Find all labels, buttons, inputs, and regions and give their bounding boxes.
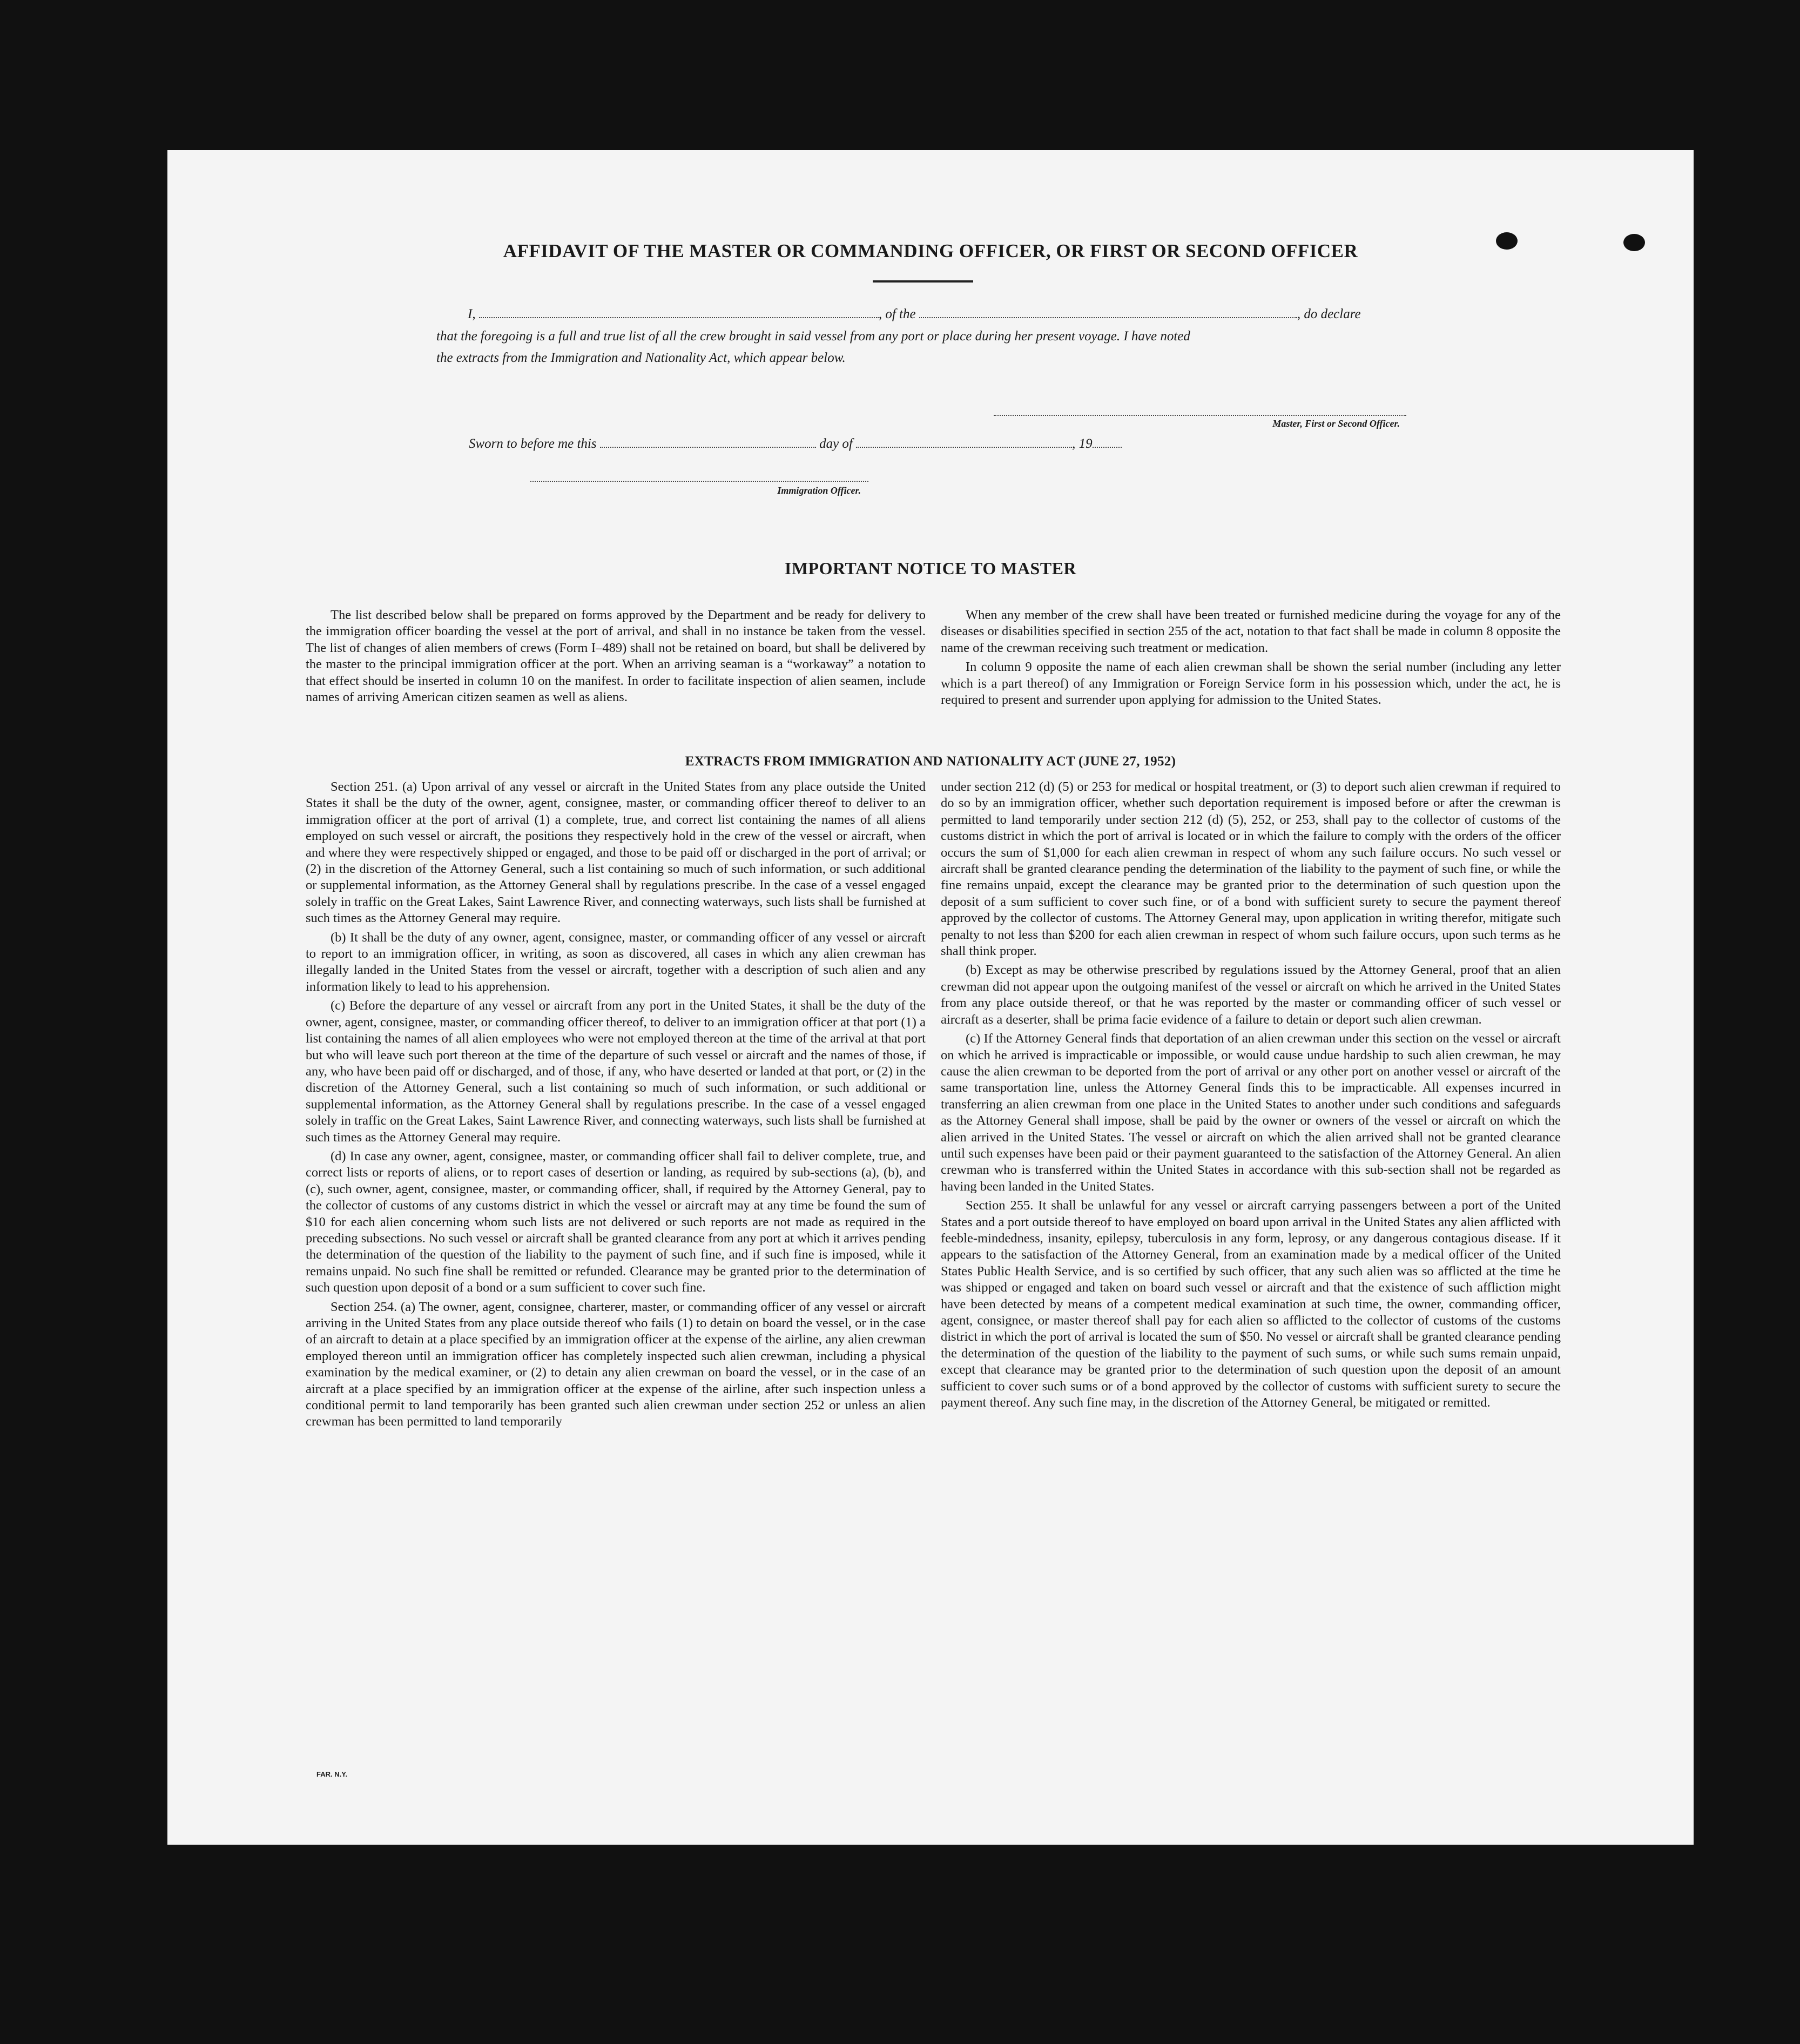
day-of-label: day of — [819, 436, 853, 451]
sworn-line — [469, 436, 1387, 452]
notice-title: IMPORTANT NOTICE TO MASTER — [784, 559, 1077, 578]
sworn-year-blank[interactable] — [1093, 446, 1122, 448]
sworn-label: Sworn to before me this — [469, 436, 597, 451]
i-label: I, — [468, 307, 476, 321]
affidavit-statement-line-1: that the foregoing is a full and true list of all the crew brought in said vessel from any port or place during her present voyage. I have noted — [436, 329, 1190, 344]
document-page — [167, 150, 1694, 1845]
sworn-day-blank[interactable] — [600, 446, 816, 448]
master-signature-line[interactable] — [994, 415, 1406, 416]
officer-caption: Immigration Officer. — [777, 485, 861, 496]
section-254-a-continued: under section 212 (d) (5) or 253 for medical or hospital treatment, or (3) to deport such alien crewman if required to do so by an immigration officer, whether such deportation requirement is imposed before or after the crewman is permitted to land temporarily under section 212 (d) (5), 252, or 253, shall pay to the collector of customs of the customs district in which the port of arrival is located or in which the failure to comply with the orders of the officer occurs the sum of $1,000 for each alien crewman in respect of whom any such failure occurs. No such vessel or aircraft shall be granted clearance pending the determination of the liability to the payment of such fine, or while the fine remains unpaid, except the clearance may be granted prior to the determination of such question upon the deposit of a sum sufficient to cover such fine, or of a bond with sufficient surety to secure the payment thereof approved by the collector of customs. The Attorney General may, upon application in writing therefor, mitigate such penalty to not less than $200 for each alien crewman in respect of whom such failure occurs, upon such terms as he shall think proper. — [941, 779, 1561, 959]
title-rule — [873, 280, 973, 283]
section-254-b: (b) Except as may be otherwise prescribed by regulations issued by the Attorney General, proof that an alien crewman did not appear upon the outgoing manifest of the vessel or aircraft on which he arrived in the United States from any place outside thereof, or that he was reported by the master or commanding officer of such vessel or aircraft as a deserter, shall be prima facie evidence of a failure to detain or deport such alien crewman. — [941, 963, 1561, 1027]
section-251-a: Section 251. (a) Upon arrival of any vessel or aircraft in the United States from any place outside the United States it shall be the duty of the owner, agent, consignee, master, or commanding officer thereof to deliver to an immigration officer at the port of arrival (1) a complete, true, and correct list containing the names of all aliens employed on such vessel or aircraft, the positions they respectively hold in the crew of the vessel or aircraft, when and where they were respectively shipped or engaged, and those to be paid off or discharged in the port of arrival; or (2) in the discretion of the Attorney General, such a list containing so much of such information, or such additional or supplemental information, as the Attorney General shall by regulations prescribe. In the case of a vessel engaged solely in traffic on the Great Lakes, Saint Lawrence River, and connecting waterways, such lists shall be furnished at such times as the Attorney General may require. — [306, 779, 926, 926]
notice-right-paragraph-1: When any member of the crew shall have been treated or furnished medicine during the voyage for any of the diseases or disabilities specified in section 255 of the act, notation to that fact shall be made in column 8 opposite the name of the crewman receiving such treatment or medication. — [941, 608, 1561, 655]
year-label: , 19 — [1072, 436, 1093, 451]
of-the-label: , of the — [878, 307, 916, 321]
section-254-a: Section 254. (a) The owner, agent, consignee, charterer, master, or commanding officer of any vessel or aircraft arriving in the United States from any place outside thereof who fails (1) to detain on board the vessel, or in the case of an aircraft to detain at a place specified by an immigration officer at the expense of the airline, any alien crewman employed thereon until an immigration officer has completely inspected such alien crewman, including a physical examination by the medical examiner, or (2) to detain any alien crewman on board the vessel, or in the case of an aircraft at a place specified by an immigration officer at the expense of the airline, after such inspection unless a conditional permit to land temporarily has been granted such alien crewman under section 252 or unless an alien crewman has been permitted to land temporarily — [306, 1299, 926, 1429]
notice-left-paragraph: The list described below shall be prepared on forms approved by the Department and be ready for delivery to the immigration officer boarding the vessel at the port of arrival, and shall in no instance be taken from the vessel. The list of changes of alien members of crews (Form I–489) shall not be retained on board, but shall be delivered by the master to the principal immigration officer at the port. When an arriving seaman is a “workaway” a notation to that effect should be inserted in column 10 on the manifest. In order to facilitate inspection of alien seamen, include names of arriving American citizen seamen as well as aliens. — [306, 608, 926, 705]
notice-right-paragraph-2: In column 9 opposite the name of each alien crewman shall be shown the serial number (including any letter which is a part thereof) of any Immigration or Foreign Service form in his possession which, under the act, he is required to present and surrender upon applying for admission to the United States. — [941, 660, 1561, 708]
section-251-b: (b) It shall be the duty of any owner, agent, consignee, master, or commanding officer of any vessel or aircraft to report to an immigration officer, in writing, as soon as discovered, all cases in which any alien crewman has illegally landed in the United States from the vessel or aircraft, together with a description of such alien and any information likely to lead to his apprehension. — [306, 930, 926, 994]
declare-label: , do declare — [1297, 307, 1361, 321]
vessel-blank[interactable] — [919, 317, 1297, 318]
section-255: Section 255. It shall be unlawful for any vessel or aircraft carrying passengers between a port of the United States and a port outside thereof to have employed on board upon arrival in the United States any alien afflicted with feeble-mindedness, insanity, epilepsy, tuberculosis in any form, leprosy, or any dangerous contagious disease. If it appears to the satisfaction of the Attorney General, from an examination made by a medical officer of the United States Public Health Service, and is so certified by such officer, that any such alien was so afflicted at the time he was shipped or engaged and taken on board such vessel or aircraft and that the existence of such affliction might have been detected by means of a competent medical examination at such time, the owner, commanding officer, agent, consignee, or master thereof shall pay for each alien so afflicted to the collector of customs of the customs district in which the port of arrival is located the sum of $50. No vessel or aircraft shall be granted clearance pending the determination of the question of the liability to the payment of such sums, or while such sums remain unpaid, except that clearance may be granted prior to the determination of such question upon the deposit of an amount sufficient to cover such sums or of a bond approved by the collector of customs with sufficient surety to secure the payment thereof. Any such fine may, in the discretion of the Attorney General, be mitigated or remitted. — [941, 1198, 1561, 1410]
master-caption: Master, First or Second Officer. — [1272, 418, 1400, 429]
notice-left-column — [306, 607, 926, 708]
section-251-c: (c) Before the departure of any vessel or aircraft from any port in the United States, it shall be the duty of the owner, agent, consignee, master, or commanding officer thereof, to deliver to an immigration officer at that port (1) a list containing the names of all alien employees who were not employed thereon at the time of the arrival at that port but who will leave such port thereon at the time of the departure of such vessel or aircraft and the names of those, if any, who have been paid off or discharged, and of those, if any, who have deserted or landed at that port, or (2) in the discretion of the Attorney General, such a list containing so much of such information, or such additional or supplemental information, as the Attorney General shall by regulations prescribe. In the case of a vessel engaged solely in traffic on the Great Lakes, Saint Lawrence River, and connecting waterways, such lists shall be furnished at such times as the Attorney General may require. — [306, 998, 926, 1145]
printer-mark: FAR. N.Y. — [316, 1770, 348, 1778]
section-254-c: (c) If the Attorney General finds that deportation of an alien crewman under this section on the vessel or aircraft on which he arrived is impracticable or impossible, or would cause undue hardship to such alien crewman, he may cause the alien crewman to be deported from the port of arrival or any other port on another vessel or aircraft of the same transportation line, unless the Attorney General finds this to be impracticable. All expenses incurred in transferring an alien crewman from one place in the United States to another under such conditions and safeguards as the Attorney General shall impose, shall be paid by the owner or owners of the vessel or aircraft on which the alien arrived in the United States. The vessel or aircraft on which the alien arrived shall not be granted clearance until such expenses have been paid or their payment guaranteed to the satisfaction of the Attorney General. An alien crewman who is transferred within the United States in accordance with this sub-section shall not be regarded as having been landed in the United States. — [941, 1031, 1561, 1194]
affidavit-declaration-line — [468, 307, 1528, 322]
extracts-right-column — [941, 779, 1561, 1414]
affidavit-title: AFFIDAVIT OF THE MASTER OR COMMANDING OFFICER, OR FIRST OR SECOND OFFICER — [503, 240, 1358, 261]
name-blank[interactable] — [479, 317, 879, 318]
sworn-month-blank[interactable] — [856, 446, 1072, 448]
extracts-title: EXTRACTS FROM IMMIGRATION AND NATIONALITY ACT (JUNE 27, 1952) — [685, 754, 1176, 769]
section-251-d: (d) In case any owner, agent, consignee, master, or commanding officer shall fail to deliver complete, true, and correct lists or reports of aliens, or to report cases of desertion or landing, as required by sub-sections (a), (b), and (c), such owner, agent, consignee, master, or commanding officer, shall, if required by the Attorney General, pay to the collector of customs of any customs district in which the vessel or aircraft may at any time be found the sum of $10 for each alien concerning whom such lists are not delivered or such reports are not made as required in the preceding subsections. No such vessel or aircraft shall be granted clearance from any port at which it arrives pending the determination of the question of the liability to the payment of such fine, and if such fine is imposed, while it remains unpaid. No such fine shall be remitted or refunded. Clearance may be granted prior to the determination of such question upon deposit of a bond or a sum sufficient to cover such fine. — [306, 1148, 926, 1295]
officer-signature-line[interactable] — [530, 481, 868, 482]
extracts-left-column — [306, 779, 926, 1433]
affidavit-statement-line-2: the extracts from the Immigration and Nationality Act, which appear below. — [436, 351, 846, 365]
notice-right-column — [941, 607, 1561, 711]
